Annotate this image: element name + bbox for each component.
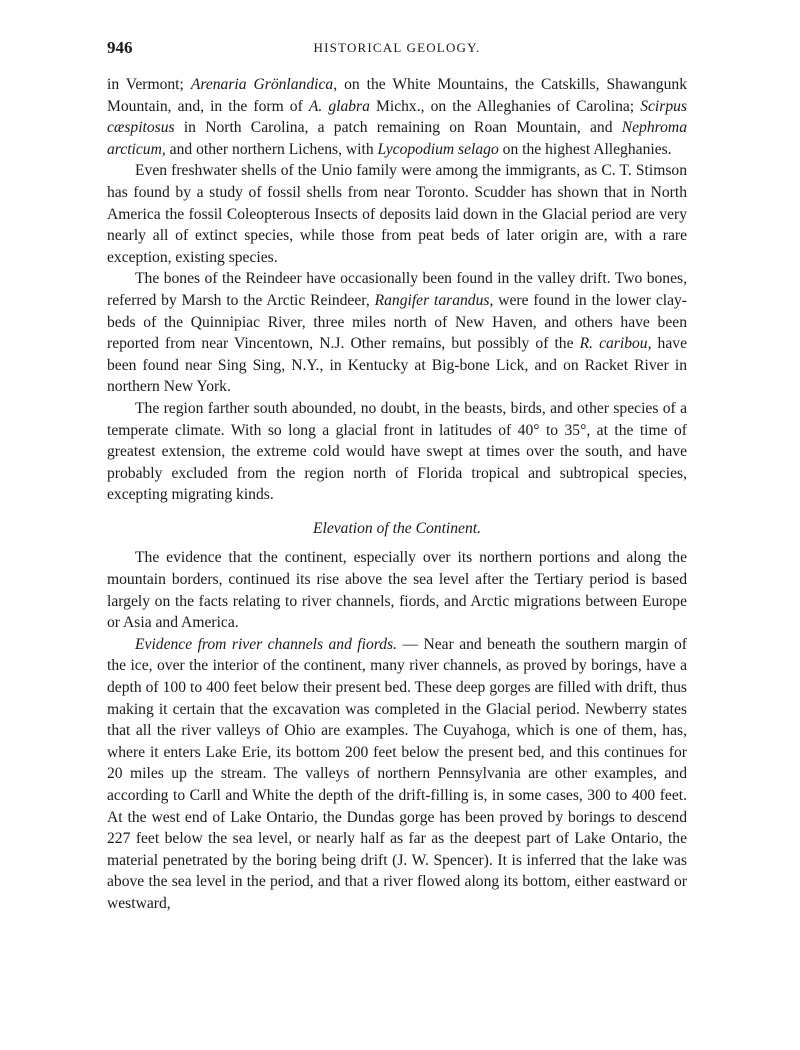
body-text bbox=[107, 74, 687, 915]
paragraph-6: Evidence from river channels and fiords. — Near and beneath the southern margin of the ice, over the interior of the continent, many river channels, as proved by borings, have a depth of 100 to 400 feet below their present bed. These deep gorges are filled with drift, thus making it certain that the excavation was completed in the Glacial period. Newberry states that all the river valleys of Ohio are examples. The Cuyahoga, which is one of them, has, where it enters Lake Erie, its bottom 200 feet below the present bed, and this continues for 20 miles up the stream. The valleys of northern Pennsylvania are other examples, and according to Carll and White the depth of the drift-filling is, in some cases, 300 to 400 feet. At the west end of Lake Ontario, the Dundas gorge has been proved by borings to descend 227 feet below the sea level, or nearly half as far as the deepest part of Lake Ontario, the material penetrated by the boring being drift (J. W. Spencer). It is inferred that the lake was above the sea level in the period, and that a river flowed along its bottom, either eastward or westward, bbox=[107, 635, 688, 912]
page-number: 946 bbox=[107, 38, 133, 57]
paragraph-3: The bones of the Reindeer have occasionally been found in the valley drift. Two bones, referred by Marsh to the Arctic Reindeer, Rangifer tarandus, were found in the lower clay-beds of the Quinnipiac River, three miles north of New Haven, and others have been reported from near Vincentown, N.J. Other remains, but possibly of the R. caribou, have been found near Sing Sing, N.Y., in Kentucky at Big-bone Lick, and on Racket River in northern New York. bbox=[107, 270, 687, 396]
paragraph-5: The evidence that the continent, especially over its northern portions and along the mountain borders, continued its rise above the sea level after the Tertiary period is based largely on the facts relating to river channels, fiords, and Arctic migrations between Europe or Asia and America. bbox=[107, 549, 687, 632]
paragraph-2: Even freshwater shells of the Unio family were among the immigrants, as C. T. Stimson has found by a study of fossil shells from near Toronto. Scudder has shown that in North America the fossil Coleopterous Insects of deposits laid down in the Glacial period are very nearly all of extinct species, while those from peat beds of later origin are, with a rare exception, existing species. bbox=[107, 162, 687, 266]
paragraph-4: The region farther south abounded, no doubt, in the beasts, birds, and other species of a temperate climate. With so long a glacial front in latitudes of 40° to 35°, at the time of greatest extension, the extreme cold would have swept at times over the south, and have probably excluded from the region north of Florida tropical and subtropical species, excepting migrating kinds. bbox=[107, 399, 687, 504]
running-head: HISTORICAL GEOLOGY. bbox=[313, 40, 481, 55]
page-header bbox=[107, 38, 687, 60]
paragraph-1: in Vermont; Arenaria Grönlandica, on the White Mountains, the Catskills, Shawangunk Mountain, and, in the form of A. glabra Michx., on the Alleghanies of Carolina; Scirpus cæspitosus in North Carolina, a patch remaining on Roan Mountain, and Nephroma arcticum, and other northern Lichens, with Lycopodium selago on the highest Alleghanies. bbox=[107, 76, 687, 158]
section-heading: Elevation of the Continent. bbox=[312, 519, 482, 537]
